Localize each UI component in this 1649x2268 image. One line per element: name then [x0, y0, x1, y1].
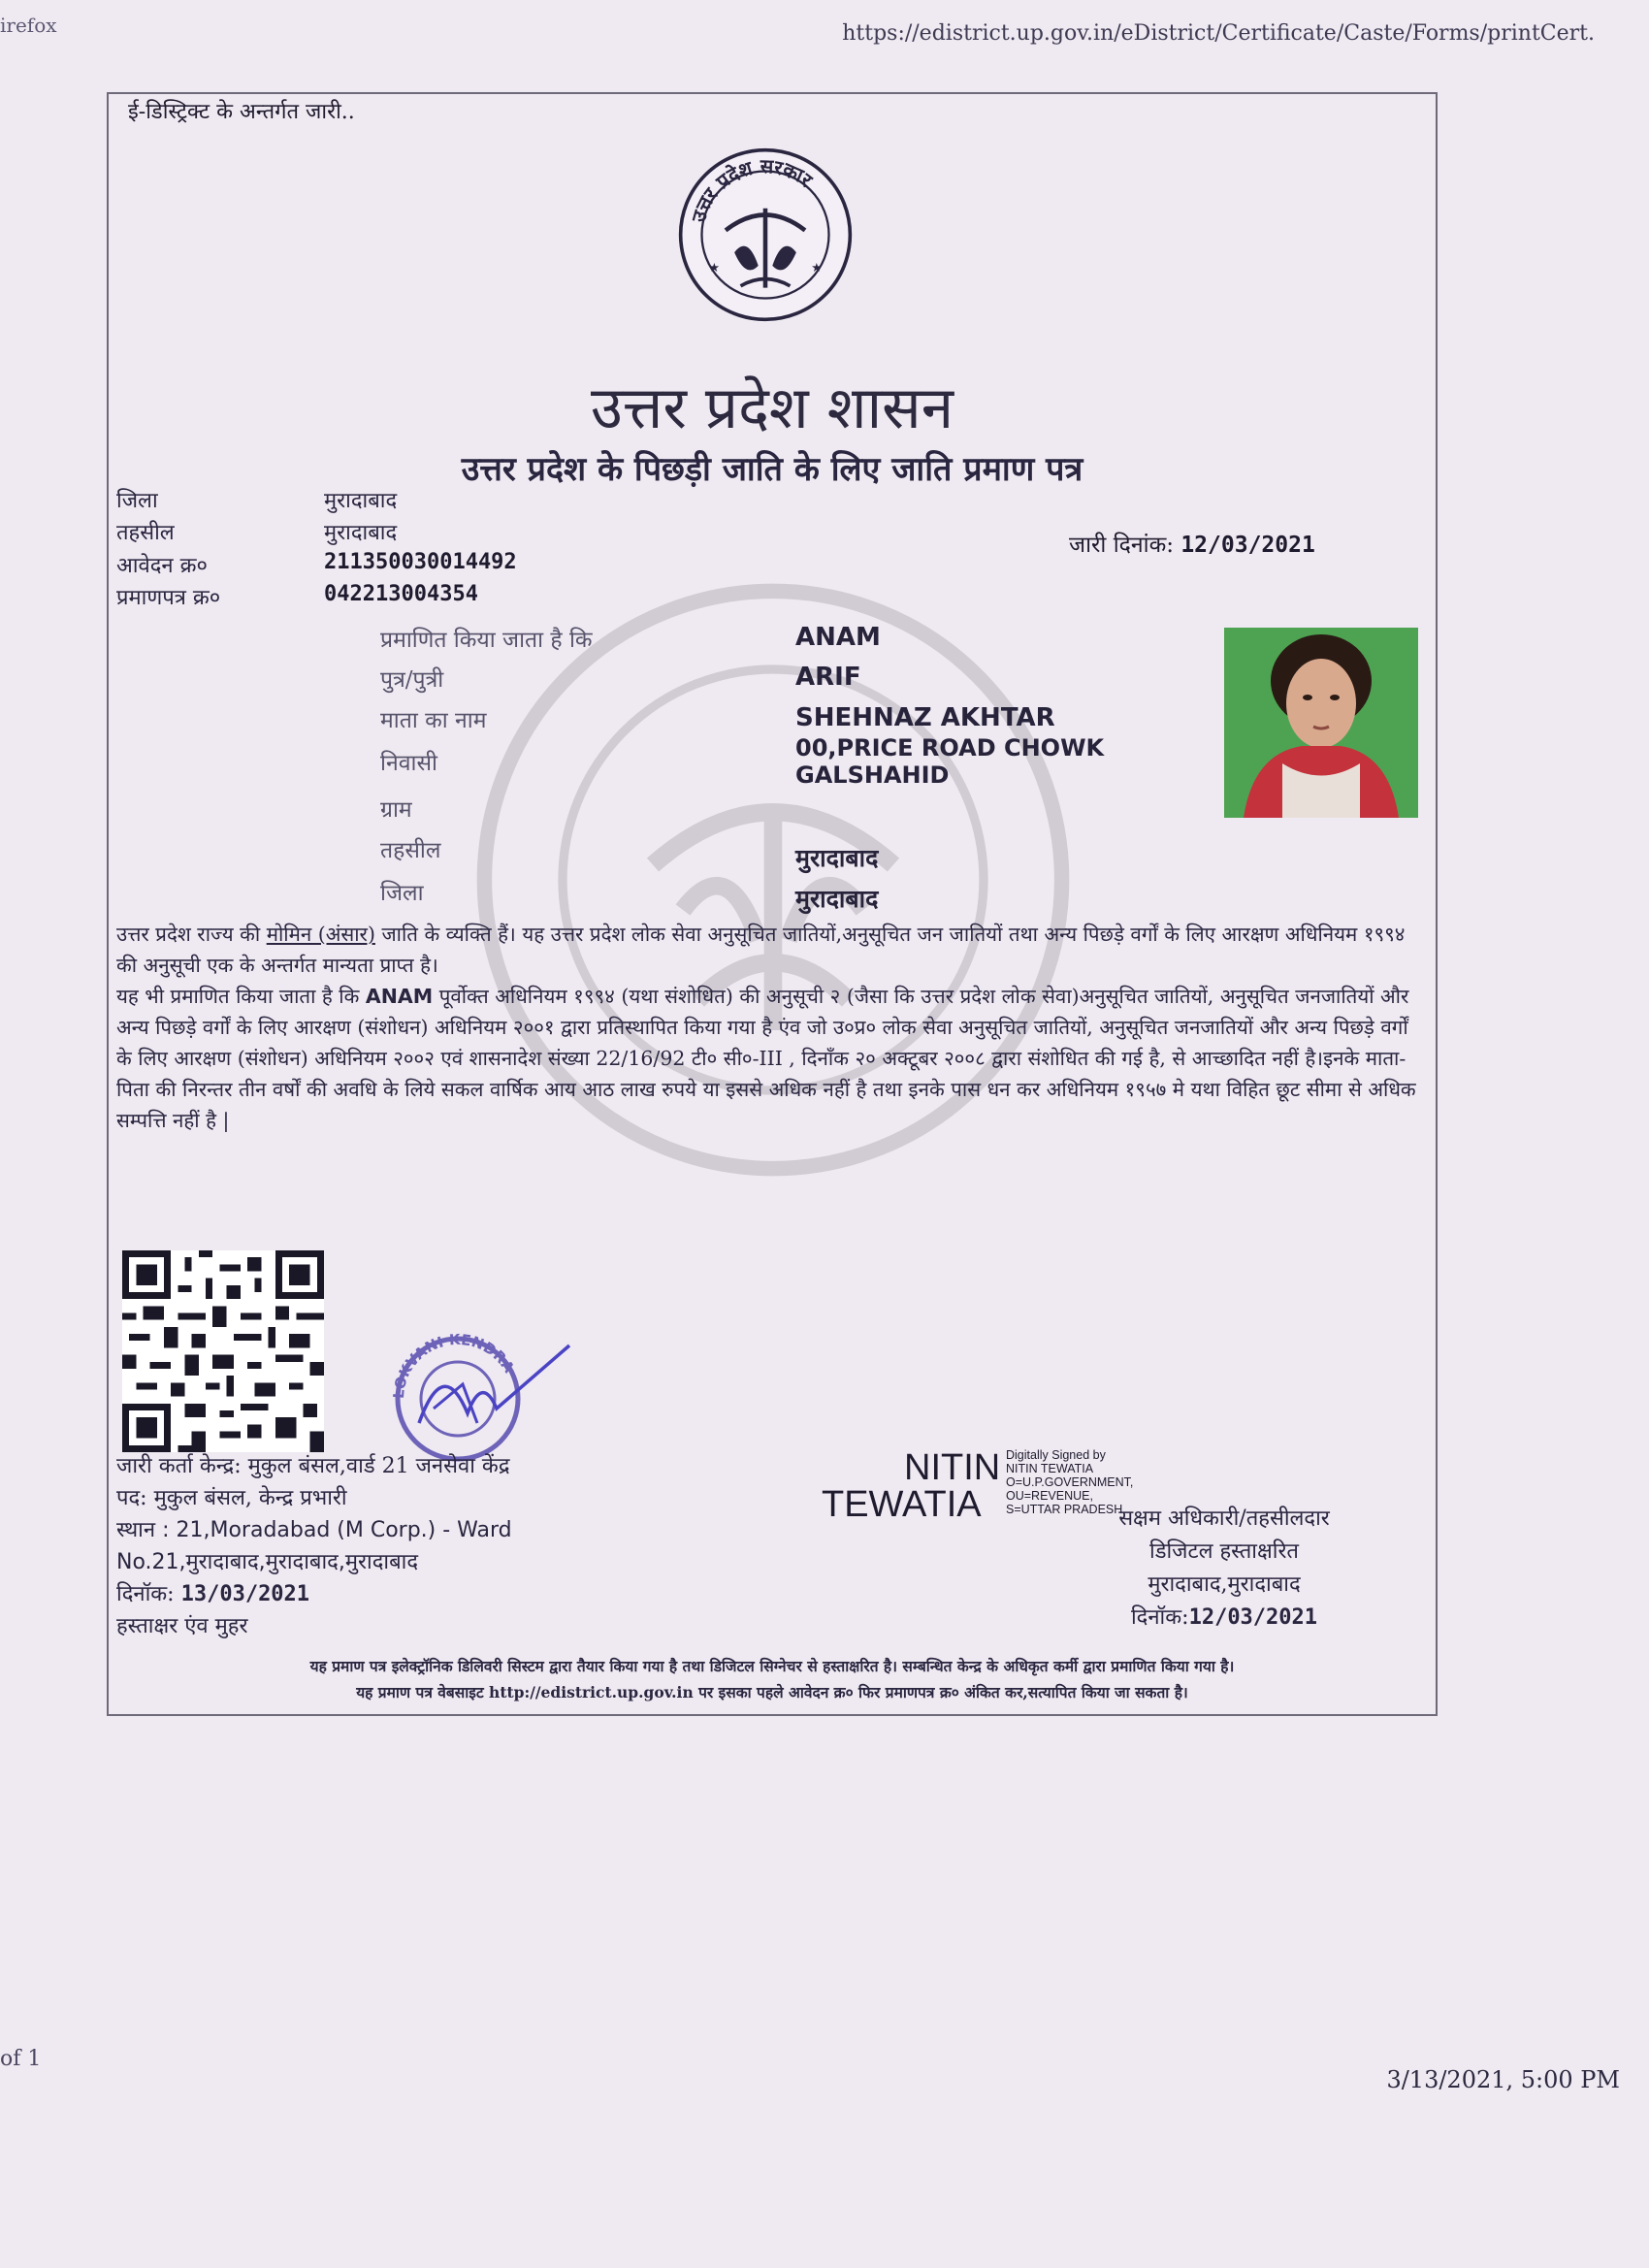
print-timestamp: 3/13/2021, 5:00 PM — [1386, 2066, 1620, 2093]
page-count: of 1 — [0, 2047, 42, 2071]
district-label: जिला — [116, 489, 158, 513]
officer-block — [1079, 1503, 1370, 1635]
footer-note-2: यह प्रमाण पत्र वेबसाइट http://edistrict.up.gov.in पर इसका पहले आवेदन क्र० फिर प्रमाणपत्र क्र० अंकित कर,सत्यापित किया जा सकता है। — [356, 1683, 1188, 1701]
tehsil-label: तहसील — [116, 521, 175, 545]
browser-name-fragment: irefox — [0, 14, 57, 37]
address-line2: GALSHAHID — [795, 761, 950, 789]
issuer-block — [116, 1450, 512, 1642]
signer-last-name: TEWATIA — [822, 1484, 982, 1525]
issuer-date-value: 13/03/2021 — [180, 1582, 310, 1606]
certified-label: प्रमाणित किया जाता है कि — [380, 628, 593, 653]
officer-date: दिनॉक:12/03/2021 — [1130, 1605, 1318, 1630]
income-paragraph: यह भी प्रमाणित किया जाता है कि ANAM पूर्वोक्त अधिनियम १९९४ (यथा संशोधित) की अनुसूची २ (जैसा कि उत्तर प्रदेश लोक सेवा)अनुसूचित जातियों, अनुसूचित जनजातियों और अन्य पिछड़े वर्गों के लिए आरक्षण (संशोधन) अधिनियम २००१ द्वारा प्रतिस्थापित किया गया है एंव जो उ०प्र० लोक सेवा अनुसूचित जातियों, अनुसूचित जनजातियों और अन्य पिछड़े वर्गों के लिए आरक्षण (संशोधन) अधिनियम २००२ एवं शासनादेश संख्या 22/16/92 टी० सी०-III , दिनाँक २० अक्टूबर २००८ द्वारा संशोधित की गई है, से आच्छादित नहीं है।इनके माता-पिता की निरन्तर तीन वर्षों की अवधि के लिये सकल वार्षिक आय आठ लाख रुपये या इससे अधिक नहीं है तथा इनके पास धन कर अधिनियम १९५७ मे यथा विहित छूट सीमा से अधिक सम्पत्ति नहीं है | — [116, 985, 1416, 1132]
issuer-date: दिनॉक: 13/03/2021 — [116, 1582, 310, 1606]
applicant-photo — [1224, 628, 1418, 818]
digital-sign-details: Digitally Signed by NITIN TEWATIA O=U.P.GOVERNMENT, OU=REVENUE, S=UTTAR PRADESH — [1006, 1448, 1134, 1516]
village-label: ग्राम — [380, 797, 412, 823]
issued-under-text: ई-डिस्ट्रिक्ट के अन्तर्गत जारी.. — [128, 100, 355, 124]
officer-place: मुरादाबाद,मुरादाबाद — [1148, 1572, 1301, 1597]
footer-note-1: यह प्रमाण पत्र इलेक्ट्रॉनिक डिलिवरी सिस्टम द्वारा तैयार किया गया है तथा डिजिटल सिग्नेचर से हस्ताक्षरित है। सम्बन्धित केन्द्र के अधिकृत कर्मी द्वारा प्रमाणित किया गया है। — [309, 1657, 1235, 1675]
applicant-name: ANAM — [795, 623, 881, 652]
issuing-center: जारी कर्ता केन्द्र: मुकुल बंसल,वार्ड 21 जनसेवा केंद्र — [116, 1454, 510, 1478]
address-line1: 00,PRICE ROAD CHOWK — [795, 734, 1105, 761]
father-name: ARIF — [795, 663, 861, 692]
resident-label: निवासी — [380, 751, 437, 776]
issue-date — [1069, 528, 1315, 559]
certificate-no-label: प्रमाणपत्र क्र० — [116, 586, 221, 610]
stamp-text: LOKVANI KENDRA — [390, 1330, 518, 1400]
tehsil-value: मुरादाबाद — [324, 521, 398, 545]
certificate-frame — [107, 92, 1438, 1716]
emblem-text: उत्तर प्रदेश सरकार — [686, 154, 818, 225]
svg-text:★: ★ — [811, 261, 823, 276]
application-no-label: आवेदन क्र० — [116, 554, 208, 578]
certificate-no-value: 042213004354 — [324, 582, 478, 606]
page-url: https://edistrict.up.gov.in/eDistrict/Certificate/Caste/Forms/printCert. — [842, 21, 1595, 46]
mother-label: माता का नाम — [380, 708, 487, 733]
issuer-place-line2: No.21,मुरादाबाद,मुरादाबाद,मुरादाबाद — [116, 1550, 419, 1574]
para-applicant-name: ANAM — [365, 985, 434, 1008]
sign-and-seal-label: हस्ताक्षर एंव मुहर — [116, 1614, 248, 1638]
parent-label: पुत्र/पुत्री — [380, 667, 444, 693]
person-district-label: जिला — [380, 881, 424, 906]
mother-name: SHEHNAZ AKHTAR — [795, 703, 1055, 732]
certificate-title: उत्तर प्रदेश के पिछड़ी जाति के लिए जाति प्रमाण पत्र — [461, 450, 1083, 489]
caste-paragraph: उत्तर प्रदेश राज्य की मोमिन (अंसार) जाति के व्यक्ति हैं। यह उत्तर प्रदेश लोक सेवा अनुसूचित जातियों,अनुसूचित जन जातियों तथा अन्य पिछड़े वर्गों के लिए आरक्षण अधिनियम १९९४ की अनुसूची एक के अन्तर्गत मान्यता प्राप्त है। — [116, 923, 1406, 977]
person-district-value: मुरादाबाद — [795, 885, 879, 913]
person-tehsil-value: मुरादाबाद — [795, 844, 879, 872]
caste-name: मोमिन (अंसार) — [266, 923, 375, 946]
qr-code — [122, 1250, 324, 1452]
issuer-post: पद: मुकुल बंसल, केन्द्र प्रभारी — [116, 1486, 347, 1510]
district-value: मुरादाबाद — [324, 489, 398, 513]
officer-date-value: 12/03/2021 — [1188, 1605, 1318, 1630]
digital-signature — [710, 1447, 1134, 1555]
up-govt-emblem — [677, 143, 854, 327]
application-no-value: 211350030014492 — [324, 550, 517, 574]
issue-date-value: 12/03/2021 — [1180, 533, 1315, 558]
signer-first-name: NITIN — [904, 1447, 1001, 1488]
officer-title: सक्षम अधिकारी/तहसीलदार — [1118, 1507, 1330, 1531]
svg-text:★: ★ — [708, 261, 721, 276]
government-title: उत्तर प्रदेश शासन — [590, 374, 954, 442]
issue-date-label: जारी दिनांक: — [1069, 533, 1175, 558]
officer-sign: डिजिटल हस्ताक्षरित — [1149, 1539, 1299, 1564]
issuer-place-line1: स्थान : 21,Moradabad (M Corp.) - Ward — [116, 1518, 512, 1542]
person-tehsil-label: तहसील — [380, 838, 441, 863]
